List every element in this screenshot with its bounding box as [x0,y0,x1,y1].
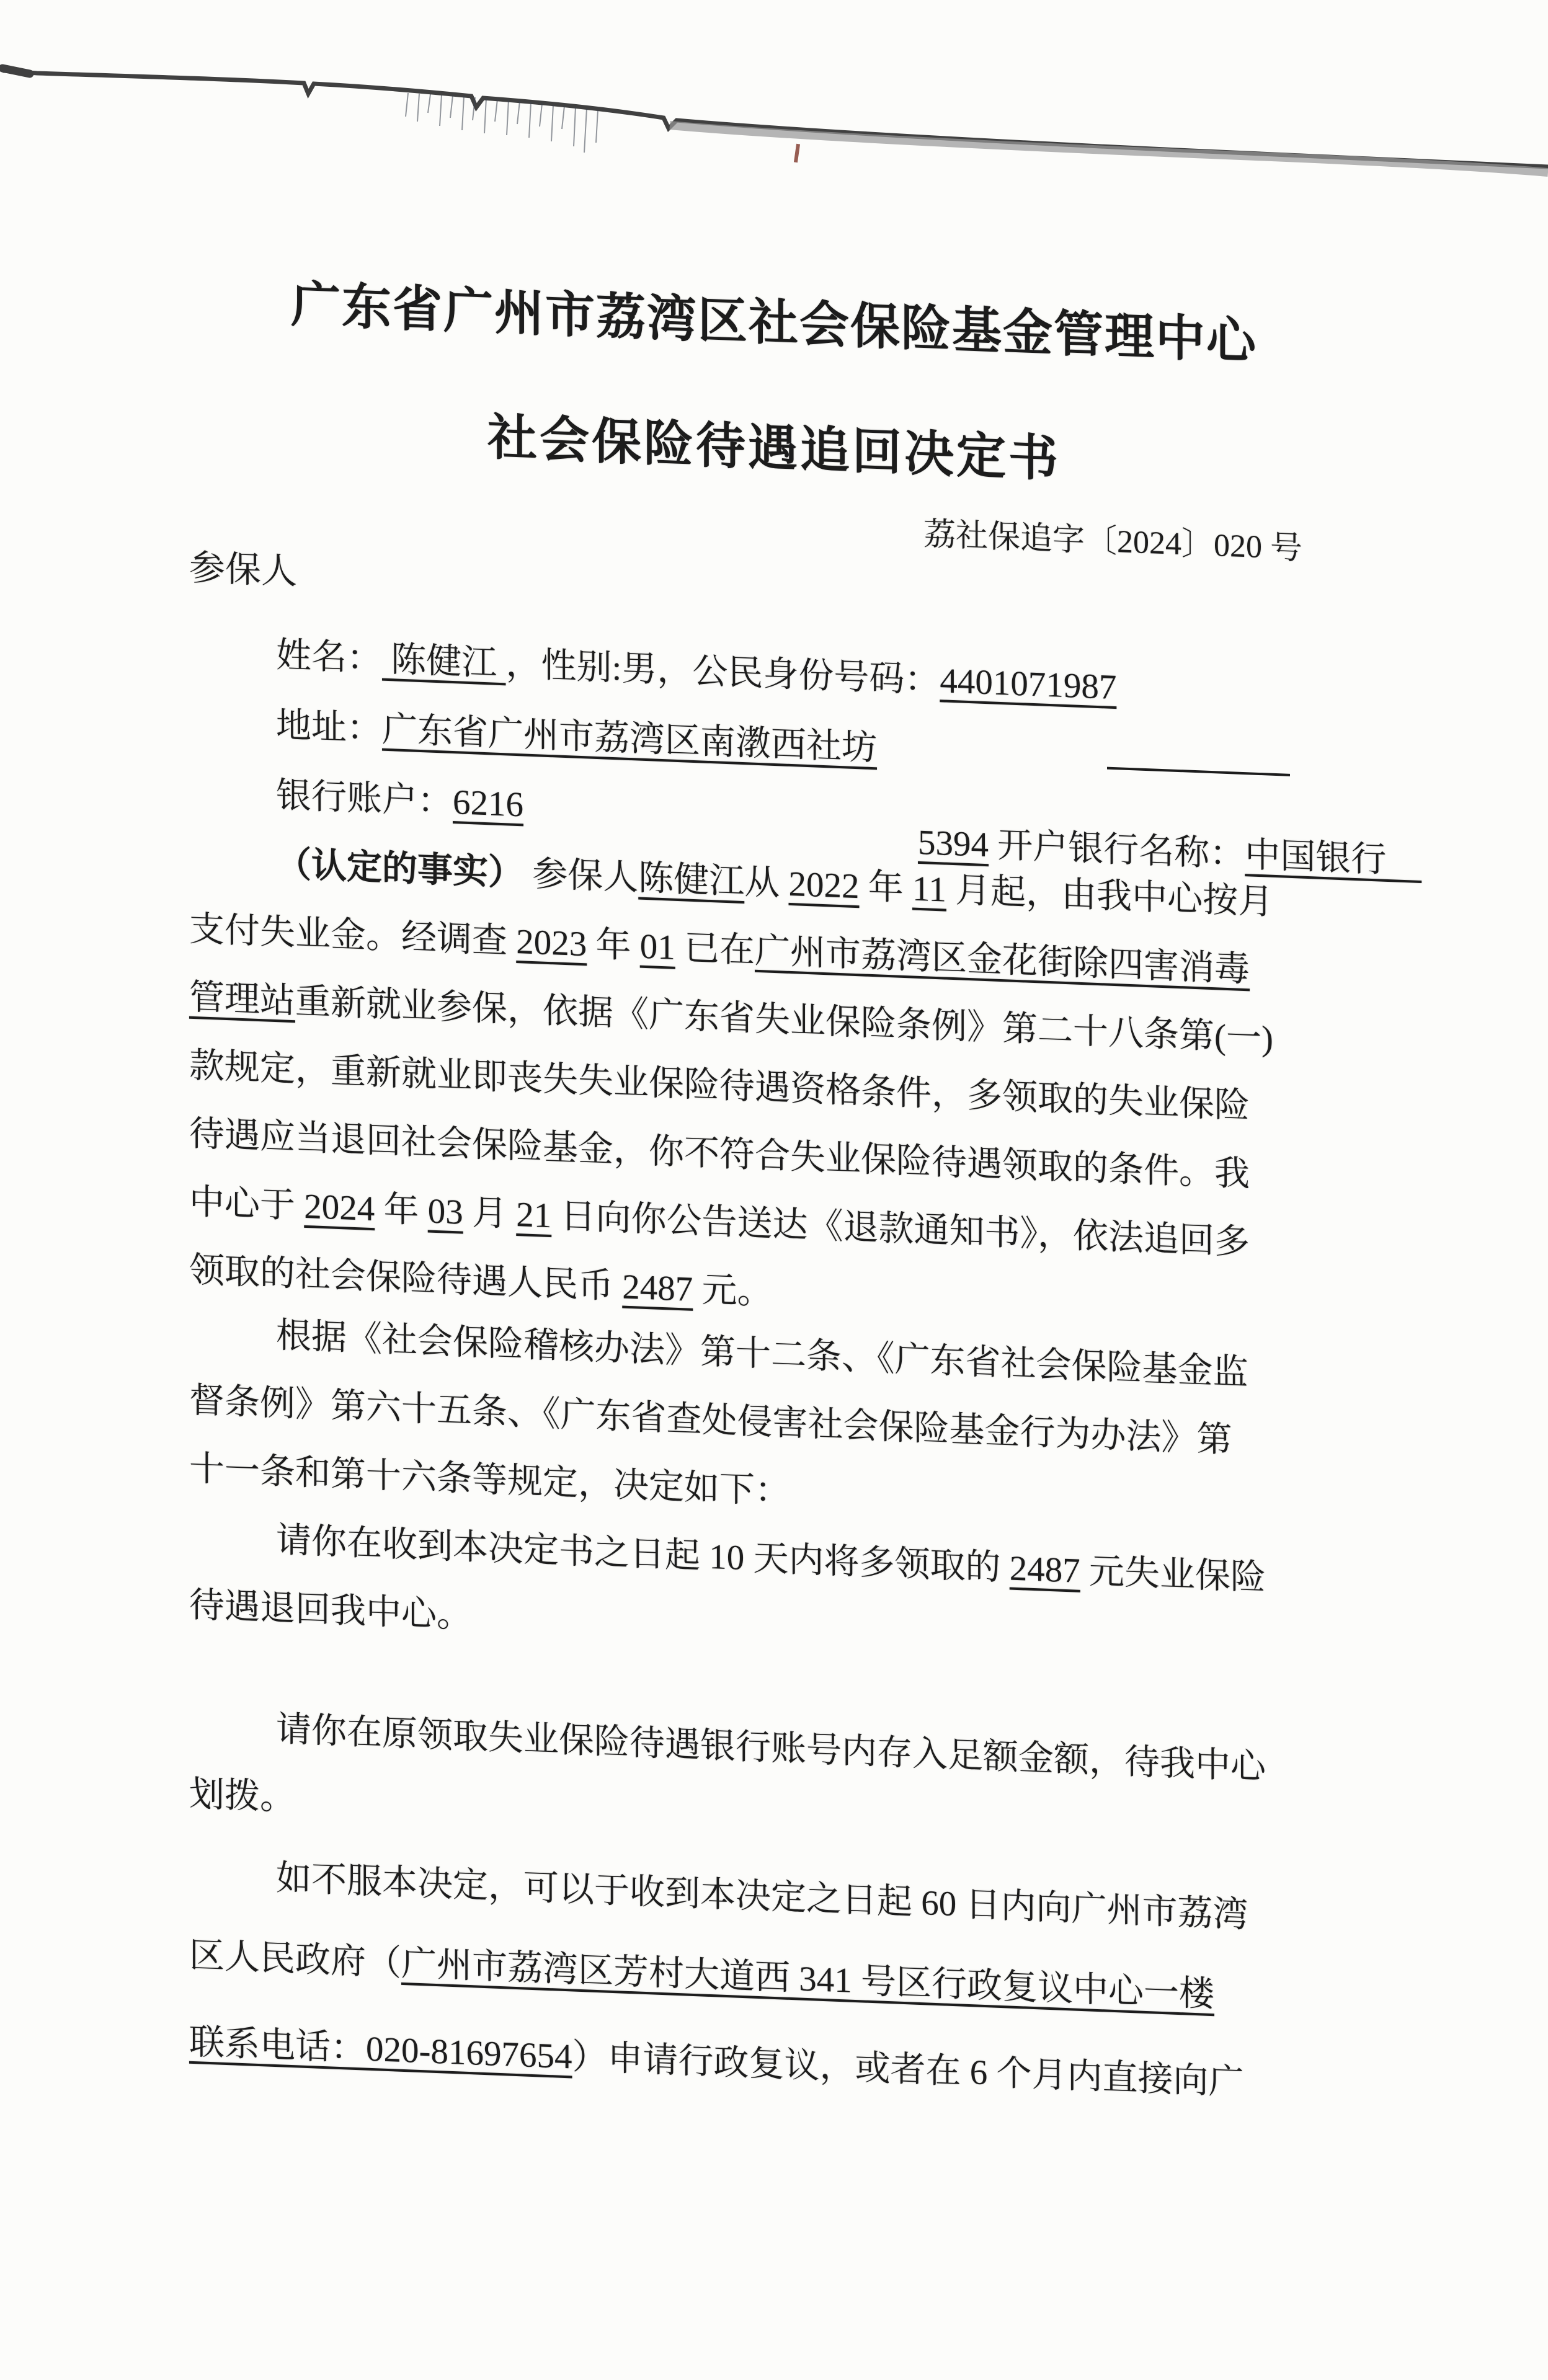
underlined-value: 2487 [1009,1548,1080,1591]
underlined-value: 5394 [918,822,989,865]
party-label: 参保人 [189,547,298,592]
underlined-value: 联系电话：020-81697654 [189,2022,572,2077]
text-segment: （认定的事实） [276,845,523,894]
text-segment: 已在 [675,928,755,970]
text-segment: 姓名： [276,636,382,679]
text-segment: 年 [587,925,640,966]
underlined-value: 03 [427,1191,463,1232]
underlined-value: 2024 [304,1186,375,1229]
text-segment: 请你在收到本决定书之日起 10 天内将多领取的 [276,1521,1010,1588]
underlined-value: 01 [639,926,675,967]
org-title: 广东省广州市荔湾区社会保险基金管理中心 [291,277,1257,369]
text-segment: 参保人 [523,854,639,898]
text-segment: 待遇退回我中心。 [189,1585,472,1636]
text-segment: 地址： [276,706,382,749]
text-segment: 中心于 [189,1182,305,1226]
text-segment: 银行账户： [276,776,453,822]
text-segment: 月 [463,1192,517,1234]
underlined-value: 广州市荔湾区芳村大道西 341 号区行政复议中心一楼 [401,1943,1214,2015]
text-segment: 年 [859,867,912,908]
text-segment: 开户银行名称： [989,825,1245,875]
text-segment: ，性别:男，公民身份号码： [505,644,940,701]
text-segment: 元。 [693,1269,773,1312]
underlined-value: 陈健江 [382,639,506,684]
text-segment: 根据《社会保险稽核办法》第十二条、《广东省社会保险基金监 [276,1316,1248,1393]
underlined-value: 2022 [788,864,860,907]
text-segment: 如不服本决定，可以于收到本决定之日起 60 日内向广州市荔湾 [276,1858,1248,1935]
underlined-value: 11 [912,869,946,910]
underlined-value: 4401071987 [940,661,1117,708]
text-segment: 划拨。 [189,1774,295,1818]
underlined-value: 管理站 [189,977,295,1021]
doc-title: 社会保险待遇追回决定书 [487,409,1061,487]
text-segment: 月起，由我中心按月 [946,870,1274,922]
underlined-value: 中国银行 [1245,835,1422,882]
text-segment: 日向你公告送达《退款通知书》，依法追回多 [551,1196,1250,1263]
underlined-value: 2487 [622,1267,693,1309]
text-segment: 重新就业参保，依据《广东省失业保险条例》第二十八条第(一) [295,982,1273,1059]
text-segment: 十一条和第十六条等规定，决定如下： [189,1449,790,1511]
text-segment: 支付失业金。经调查 [189,909,517,961]
text-segment: 元失业保险 [1080,1551,1266,1598]
text-segment: 区人民政府（ [189,1935,401,1983]
text-segment: 从 [744,863,789,904]
underlined-value: 6216 [453,783,523,825]
text-segment: 督条例》第六十五条、《广东省查处侵害社会保险基金行为办法》第 [189,1380,1232,1460]
doc-number: 荔社保追字〔2024〕020 号 [923,517,1302,567]
underlined-value: 陈健江 [638,858,745,902]
underlined-value: 21 [516,1194,552,1236]
text-segment: 请你在原领取失业保险待遇银行账号内存入足额金额，待我中心 [276,1710,1266,1787]
text-segment: ）申请行政复议，或者在 6 个月内直接向广 [572,2037,1244,2103]
text-segment: 款规定，重新就业即丧失失业保险待遇资格条件，多领取的失业保险 [189,1046,1250,1126]
text-segment: 待遇应当退回社会保险基金，你不符合失业保险待遇领取的条件。我 [189,1114,1250,1194]
text-segment: 领取的社会保险待遇人民币 [189,1250,623,1307]
underlined-value: 广东省广州市荔湾区南漖西社坊 [382,709,877,768]
document-body [189,617,1422,2122]
underlined-value: 广州市荔湾区金花街除四害消毒 [755,931,1250,990]
underlined-value: 2023 [516,921,587,964]
text-segment: 年 [375,1189,428,1231]
